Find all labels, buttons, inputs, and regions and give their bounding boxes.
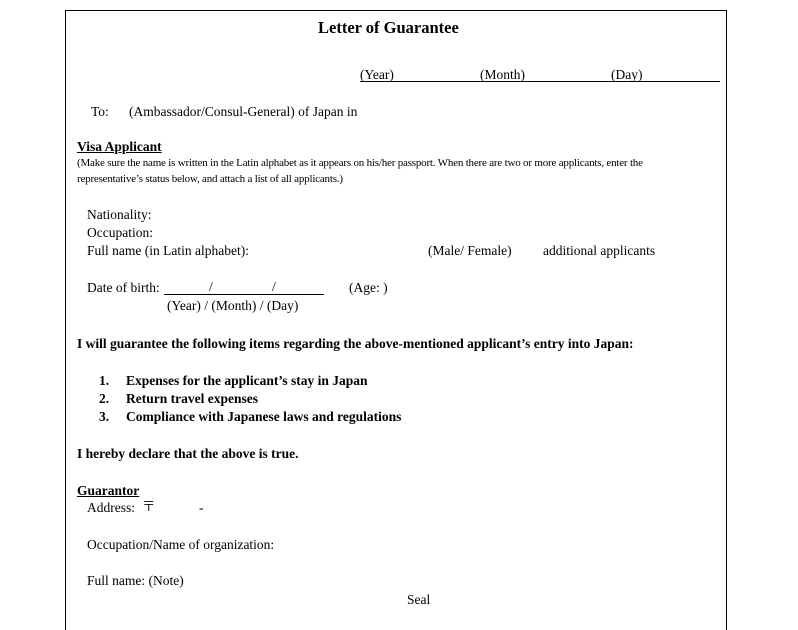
guarantee-statement: I will guarantee the following items regarding the above-mentioned applicant’s entry into Japan: [77, 336, 634, 351]
postal-code-dash: - [199, 500, 204, 515]
visa-applicant-note-line2: representative’s status below, and attach a list of all applicants.) [77, 173, 343, 185]
list-number: 1. [99, 373, 110, 388]
guarantor-full-name-label: Full name: (Note) [87, 573, 184, 588]
guarantor-heading: Guarantor [77, 483, 140, 498]
document-title: Letter of Guarantee [318, 18, 459, 37]
nationality-label: Nationality: [87, 207, 152, 222]
list-item: Return travel expenses [126, 391, 258, 406]
guarantor-occupation-label: Occupation/Name of organization: [87, 537, 275, 552]
date-of-birth-label: Date of birth: [87, 280, 160, 295]
date-underline [360, 81, 720, 82]
visa-applicant-heading: Visa Applicant [77, 139, 162, 154]
dob-separator-2: / [272, 279, 276, 294]
full-name-label: Full name (in Latin alphabet): [87, 243, 249, 258]
dob-format-hint: (Year) / (Month) / (Day) [167, 298, 299, 313]
postal-mark: 〒 [142, 499, 156, 514]
additional-applicants: additional applicants [543, 243, 656, 258]
list-item: Compliance with Japanese laws and regulations [126, 409, 402, 424]
to-recipient: (Ambassador/Consul-General) of Japan in [129, 104, 358, 119]
date-day: (Day) [611, 67, 643, 82]
sex-options: (Male/ Female) [428, 243, 512, 258]
dob-separator-1: / [209, 279, 213, 294]
list-number: 2. [99, 391, 110, 406]
date-year: (Year) [360, 67, 394, 82]
age-field: (Age: ) [349, 280, 388, 295]
declaration: I hereby declare that the above is true. [77, 446, 299, 461]
seal-label: Seal [407, 592, 431, 607]
list-number: 3. [99, 409, 110, 424]
address-label: Address: [87, 500, 135, 515]
occupation-label: Occupation: [87, 225, 153, 240]
to-label: To: [91, 104, 109, 119]
list-item: Expenses for the applicant’s stay in Japan [126, 373, 368, 388]
date-of-birth-underline [164, 294, 324, 295]
visa-applicant-note-line1: (Make sure the name is written in the Latin alphabet as it appears on his/her passport. When there are two or more applicants, enter the [77, 157, 643, 169]
date-month: (Month) [480, 67, 525, 82]
